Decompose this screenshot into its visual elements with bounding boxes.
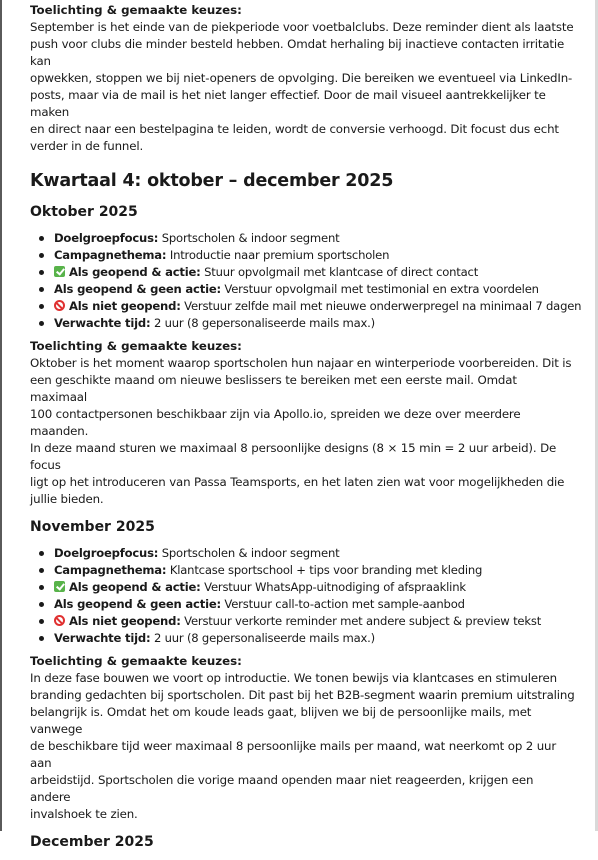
bullet-icon xyxy=(39,619,44,624)
list-item: Campagnethema: Klantcase sportschool + tips voor branding met kleding xyxy=(39,562,575,579)
paragraph-line: arbeidstijd. Sportscholen die vorige maand openden maar niet reageerden, krijgen een andere xyxy=(30,773,534,804)
prohibited-icon xyxy=(54,615,65,626)
notes-heading: Toelichting & gemaakte keuzes: xyxy=(30,654,242,668)
page-edge-left xyxy=(0,0,2,831)
october-list xyxy=(30,230,582,332)
list-item: Campagnethema: Introductie naar premium sportscholen xyxy=(39,247,575,264)
bullet-icon xyxy=(39,551,44,556)
list-item: Doelgroepfocus: Sportscholen & indoor segment xyxy=(39,545,575,562)
notes-paragraph xyxy=(30,355,575,508)
bullet-icon xyxy=(39,568,44,573)
bullet-icon xyxy=(39,287,44,292)
check-icon xyxy=(54,581,65,592)
prohibited-icon xyxy=(54,300,65,311)
check-icon xyxy=(54,266,65,277)
bullet-icon xyxy=(39,270,44,275)
bullet-icon xyxy=(39,636,44,641)
list-item: Verwachte tijd: 2 uur (8 gepersonaliseerde mails max.) xyxy=(39,630,575,647)
section-heading: Toelichting & gemaakte keuzes: xyxy=(30,3,242,17)
november-list xyxy=(30,545,575,647)
quarter-title: Kwartaal 4: oktober – december 2025 xyxy=(30,171,394,191)
paragraph-line: Oktober is het moment waarop sportscholen hun najaar en winterperiode voorbereiden. Dit is xyxy=(30,356,572,370)
list-item: Als niet geopend: Verstuur verkorte reminder met andere subject & preview tekst xyxy=(39,613,575,630)
paragraph-line: In deze fase bouwen we voort op introductie. We tonen bewijs via klantcases en stimuleren xyxy=(30,671,557,685)
paragraph-line: In deze maand sturen we maximaal 8 persoonlijke designs (8 × 15 min = 2 uur arbeid). De focus xyxy=(30,441,557,472)
bullet-icon xyxy=(39,321,44,326)
paragraph-line: de beschikbare tijd weer maximaal 8 persoonlijke mails per maand, wat neerkomt op 2 uur aan xyxy=(30,739,557,770)
paragraph-line: en direct naar een bestelpagina te leiden, wordt de conversie verhoogd. Dit focust dus echt xyxy=(30,122,559,136)
paragraph-line: invalshoek te zien. xyxy=(30,807,138,821)
paragraph-line: een geschikte maand om nieuwe beslissers te bereiken met een eerste mail. Omdat maximaal xyxy=(30,373,517,404)
bullet-icon xyxy=(39,585,44,590)
list-item: Als geopend & geen actie: Verstuur opvolgmail met testimonial en extra voordelen xyxy=(39,281,575,298)
bullet-icon xyxy=(39,253,44,258)
list-item: Als geopend & geen actie: Verstuur call-to-action met sample-aanbod xyxy=(39,596,575,613)
document-page xyxy=(30,2,582,860)
paragraph-line: September is het einde van de piekperiode voor voetbalclubs. Deze reminder dient als laatste xyxy=(30,20,574,34)
list-item: Als geopend & actie: Verstuur WhatsApp-uitnodiging of afspraaklink xyxy=(39,579,575,596)
notes-heading: Toelichting & gemaakte keuzes: xyxy=(30,339,242,353)
paragraph-line: belangrijk is. Omdat het om koude leads gaat, blijven we bij de persoonlijke mails, met vanwege xyxy=(30,705,532,736)
notes-paragraph xyxy=(30,670,575,823)
paragraph-line: push voor clubs die minder besteld hebben. Omdat herhaling bij inactieve contacten irritatie kan xyxy=(30,37,565,68)
paragraph-line: verder in de funnel. xyxy=(30,139,144,153)
list-item: Doelgroepfocus: Sportscholen & indoor segment xyxy=(39,230,575,247)
list-item: Verwachte tijd: 2 uur (8 gepersonaliseerde mails max.) xyxy=(39,315,575,332)
paragraph-line: 100 contactpersonen beschikbaar zijn via Apollo.io, spreiden we deze over meerdere maanden. xyxy=(30,407,521,438)
paragraph-line: posts, maar via de mail is het niet langer effectief. Door de mail visueel aantrekkelijker te maken xyxy=(30,88,546,119)
month-title-december: December 2025 xyxy=(30,834,154,850)
paragraph-line: ligt op het introduceren van Passa Teamsports, en het laten zien wat voor mogelijkheden die xyxy=(30,475,565,489)
list-item: Als niet geopend: Verstuur zelfde mail met nieuwe onderwerpregel na minimaal 7 dagen xyxy=(39,298,575,315)
list-item: Als geopend & actie: Stuur opvolgmail met klantcase of direct contact xyxy=(39,264,575,281)
bullet-icon xyxy=(39,304,44,309)
month-title-october: Oktober 2025 xyxy=(30,204,138,220)
bullet-icon xyxy=(39,236,44,241)
paragraph-line: opwekken, stoppen we bij niet-openers de opvolging. Die bereiken we eventueel via LinkedIn- xyxy=(30,71,573,85)
paragraph-line: branding gedachten bij sportscholen. Dit past bij het B2B-segment waarin premium uitstraling xyxy=(30,688,575,702)
paragraph-line: jullie bieden. xyxy=(30,492,104,506)
month-title-november: November 2025 xyxy=(30,519,155,535)
bullet-icon xyxy=(39,602,44,607)
section-paragraph xyxy=(30,19,575,155)
